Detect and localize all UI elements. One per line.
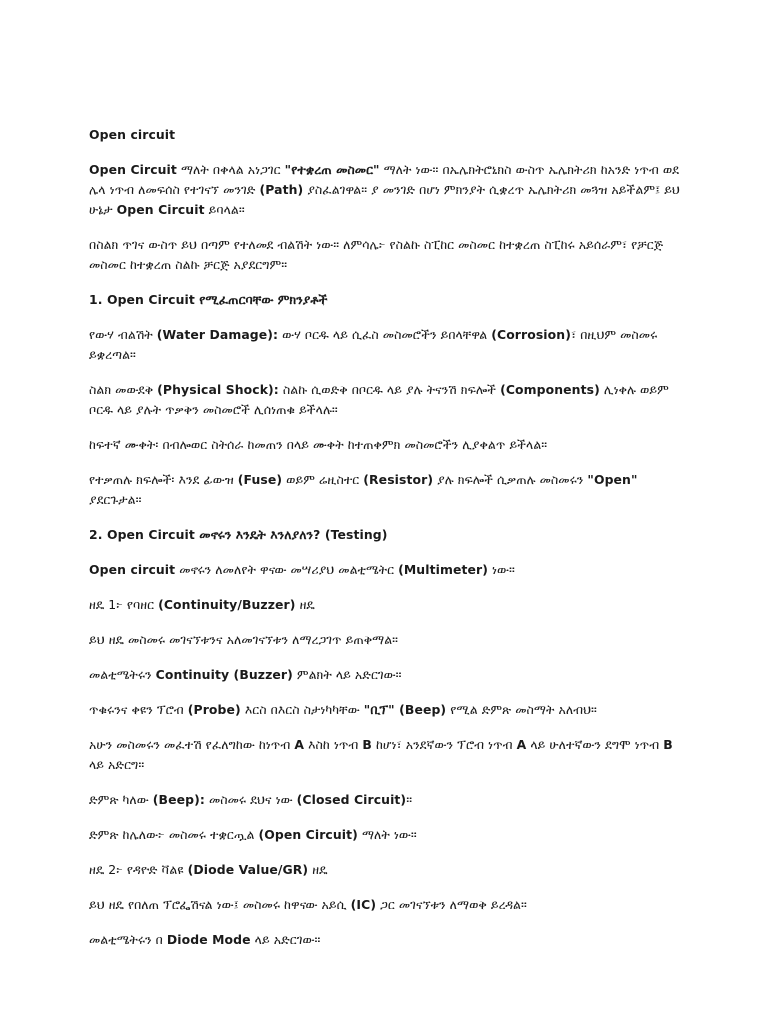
paragraph [89,325,688,365]
bold-text: (Path) [259,182,304,197]
text-span: ። [406,792,413,807]
bold-text: (Multimeter) [398,562,488,577]
paragraph [89,380,688,420]
bold-text: (Open Circuit) [258,827,358,842]
paragraph [89,665,688,685]
bold-text: (Testing) [324,527,388,542]
paragraph [89,700,688,720]
text-span: ላይ አድርግ። [89,757,145,772]
bold-text: 1. Open Circuit [89,292,195,307]
text-span: ስልኩ ሲወድቅ በቦርዱ ላይ ያሉ ትናንሽ ክፍሎች [278,382,501,397]
text-span: ዘዴ 1፦ የባዘር [89,597,159,612]
section-heading [89,290,688,310]
text-span: ወይም ሬዚስተር [282,472,364,487]
paragraph [89,595,688,615]
text-span: ፣ በዚህም መስመሩ ይቋረጣል። [89,327,658,362]
bold-text: 2. Open Circuit [89,527,195,542]
bold-text: (IC) [350,897,377,912]
bold-text: Open Circuit [116,202,205,217]
text-span: ማለት ነው። በኤሌክትሮኒክስ ውስጥ ኤሌክትሪክ ከአንድ ነጥብ ወደ ሌላ ነጥብ ለመፍሰስ የተገናኘ መንገድ [89,162,680,197]
paragraph [89,435,688,455]
paragraph [89,930,688,950]
text-span: የተቃጠሉ ክፍሎች፡ እንደ ፊውዝ [89,472,238,487]
text-span: ድምጽ ከሌለው፦ መስመሩ ተቋርጧል [89,827,259,842]
text-span: መልቲሜትሩን በ [89,932,167,947]
text-span: አሁን መስመሩን መፈተሽ የፈለግከው ከነጥብ [89,737,295,752]
bold-text: (Continuity/Buzzer) [158,597,296,612]
bold-text: Open Circuit [89,162,177,177]
paragraph [89,630,688,650]
text-span: ላይ ሁለተኛውን ደግሞ ነጥብ [526,737,664,752]
bold-text: Open circuit [89,127,176,142]
text-span: መልቲሜትሩን [89,667,156,682]
text-span: የውሃ ብልሽት [89,327,157,342]
section-heading [89,525,688,545]
bold-text: Diode Mode [166,932,251,947]
paragraph [89,895,688,915]
paragraph [89,860,688,880]
paragraph [89,160,688,220]
text-span: ይህ ዘዴ የበለጠ ፕሮፌሽናል ነው፤ መስመሩ ከዋናው አይሲ [89,897,351,912]
text-span: መስመሩ ደህና ነው [204,792,297,807]
text-span: በስልክ ጥገና ውስጥ ይህ በጣም የተለመደ ብልሽት ነው። ለምሳሌ፦ የስልኩ ስፒከር መስመር ከተቋረጠ ስፒከሩ አይሰራም፣ የቻርጅ መስመር ከተቋረጠ ስልኩ ቻርጅ አያደርግም። [89,237,664,272]
text-span: ጋር መገናኘቱን ለማወቅ ይረዳል። [376,897,527,912]
text-span: መኖሩን ለመለየት ዋናው መሣሪያህ መልቲሜትር [175,562,399,577]
paragraph [89,735,688,775]
paragraph [89,790,688,810]
bold-text: (Components) [500,382,600,397]
text-span: ከፍተኛ ሙቀት፡ በብሎወር ስትሰራ ከመጠን በላይ ሙቀት ከተጠቀምክ መስመሮችን ሊያቀልጥ ይችላል። [89,437,548,452]
bold-text: (Closed Circuit) [296,792,407,807]
text-span: ስልክ መውደቅ [89,382,158,397]
document-body [89,125,688,950]
text-span: ላይ አድርገው። [250,932,321,947]
text-span: ማለት ነው። [357,827,417,842]
text-span: ዘዴ [308,862,328,877]
text-span: ያሉ ክፍሎች ሲቃጠሉ መስመሩን [433,472,588,487]
text-span: የሚፈጠርባቸው ምክንያቶች [194,292,328,307]
text-span: ድምጽ ካለው [89,792,153,807]
paragraph [89,825,688,845]
bold-text: (Physical Shock): [157,382,279,397]
paragraph [89,470,688,510]
section-heading [89,125,688,145]
text-span: ውሃ ቦርዱ ላይ ሲፈስ መስመሮችን ይበላቸዋል [278,327,492,342]
text-span: ጥቁሩንና ቀዩን ፕሮብ [89,702,188,717]
text-span: ምልክት ላይ አድርገው። [292,667,402,682]
text-span: ያደርጉታል። [89,492,142,507]
text-span: ይባላል። [204,202,245,217]
bold-text: A [294,737,305,752]
text-span: ማለት በቀላል አነጋገር [176,162,285,177]
bold-text: (Probe) [187,702,241,717]
paragraph [89,560,688,580]
bold-text: (Resistor) [363,472,434,487]
text-span: መኖሩን እንዴት እንለያለን? [194,527,325,542]
text-span: የሚል ድምጽ መስማት አለብህ። [446,702,597,717]
bold-text: "የተቋረጠ መስመር" [284,162,380,177]
bold-text: Continuity (Buzzer) [155,667,293,682]
bold-text: "Open" [587,472,638,487]
text-span: ሊነቀሉ ወይም ቦርዱ ላይ ያሉት ጥቃቅን መስመሮች ሊሰነጠቁ ይችላሉ። [89,382,669,417]
text-span: እስከ ነጥብ [304,737,363,752]
bold-text: A [516,737,527,752]
bold-text: "ቢፕ" (Beep) [363,702,447,717]
text-span: ዘዴ [295,597,315,612]
text-span: ከሆነ፣ አንደኛውን ፕሮብ ነጥብ [371,737,517,752]
text-span: ይህ ዘዴ መስመሩ መገናኘቱንና አለመገናኘቱን ለማረጋገጥ ይጠቅማል። [89,632,399,647]
bold-text: (Fuse) [237,472,283,487]
text-span: ዘዴ 2፦ የዳዮድ ቫልዩ [89,862,188,877]
paragraph [89,235,688,275]
bold-text: Open circuit [89,562,176,577]
text-span: ያስፈልገዋል። ያ መንገድ በሆነ ምክንያት ሲቋረጥ ኤሌክትሪክ መጓዝ አይችልም፤ ይህ ሁኔታ [89,182,680,217]
bold-text: (Beep): [152,792,205,807]
bold-text: B [362,737,372,752]
bold-text: (Water Damage): [156,327,279,342]
bold-text: B [663,737,673,752]
text-span: እርስ በእርስ ስታነካካቸው [240,702,364,717]
bold-text: (Diode Value/GR) [187,862,309,877]
bold-text: (Corrosion) [491,327,571,342]
text-span: ነው። [487,562,515,577]
